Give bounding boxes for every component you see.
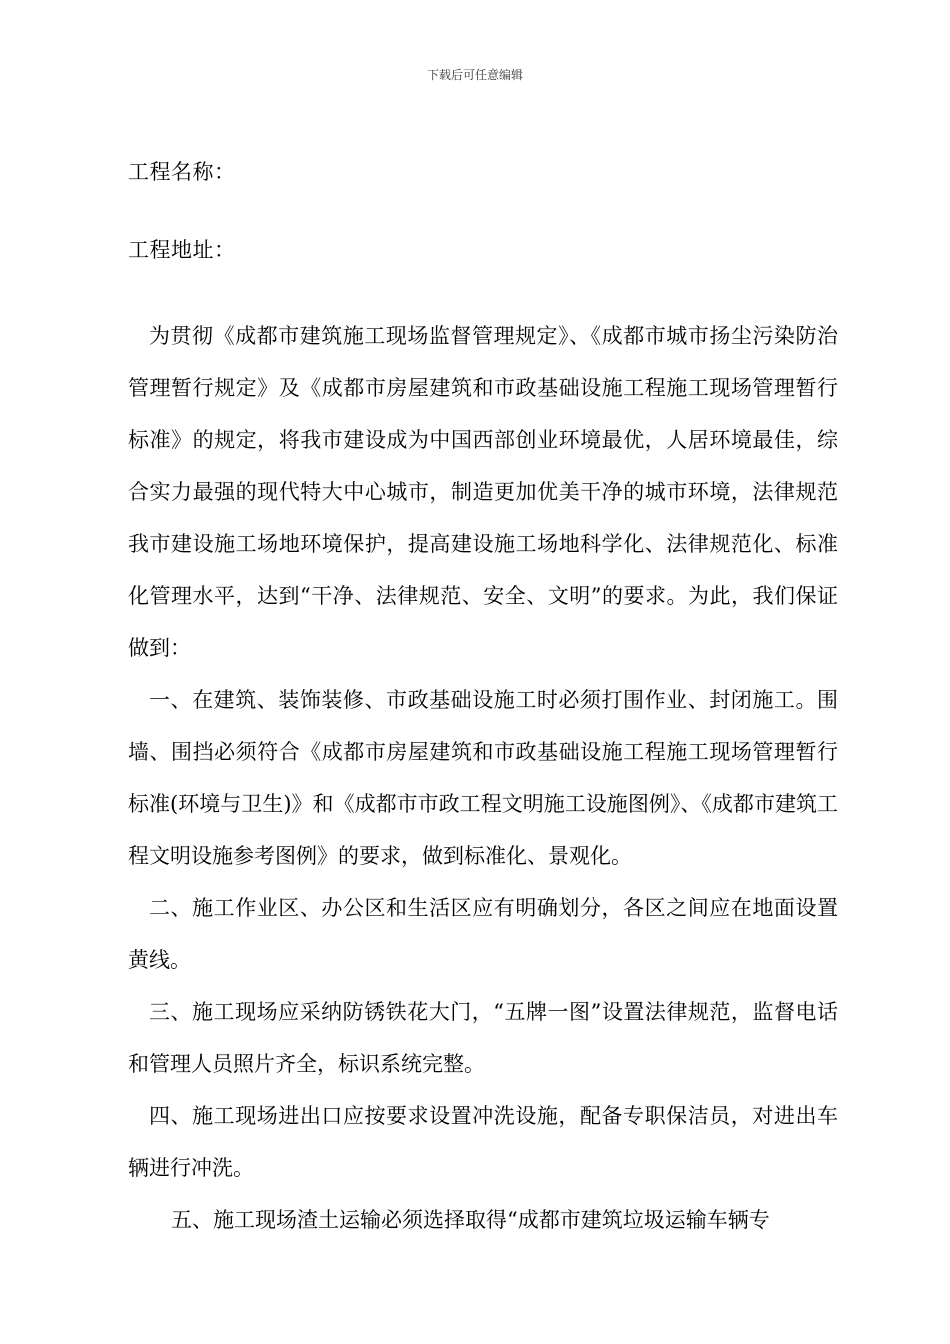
page-header-note: 下载后可任意编辑: [426, 68, 523, 82]
item-paragraph-4: 四、施工现场进出口应按要求设置冲洗设施，配备专职保洁员，对进出车辆进行冲洗。: [128, 1104, 838, 1180]
project-name-label: 工程名称：: [128, 160, 236, 184]
item-paragraph-3: 三、施工现场应采纳防锈铁花大门，“五牌一图”设置法律规范，监督电话和管理人员照片齐全，标识系统完整。: [128, 1000, 838, 1076]
intro-paragraph: 为贯彻《成都市建筑施工现场监督管理规定》、《成都市城市扬尘污染防治管理暂行规定》及《成都市房屋建筑和市政基础设施工程施工现场管理暂行标准》的规定，将我市建设成为中国西部创业环境最优，人居环境最佳，综合实力最强的现代特大中心城市，制造更加优美干净的城市环境，法律规范我市建设施工场地环境保护，提高建设施工场地科学化、法律规范化、标准化管理水平，达到“干净、法律规范、安全、文明”的要求。为此，我们保证做到：: [128, 324, 838, 660]
document-body: [128, 310, 838, 1246]
item-paragraph-2: 二、施工作业区、办公区和生活区应有明确划分，各区之间应在地面设置黄线。: [128, 896, 838, 972]
item-paragraph-1: 一、在建筑、装饰装修、市政基础设施工时必须打围作业、封闭施工。围墙、围挡必须符合《成都市房屋建筑和市政基础设施工程施工现场管理暂行标准(环境与卫生)》和《成都市市政工程文明施工设施图例》、《成都市建筑工程文明设施参考图例》的要求，做到标准化、景观化。: [128, 688, 838, 868]
item-paragraph-5: 五、施工现场渣土运输必须选择取得“成都市建筑垃圾运输车辆专: [171, 1208, 770, 1232]
project-address-label: 工程地址：: [128, 238, 236, 262]
